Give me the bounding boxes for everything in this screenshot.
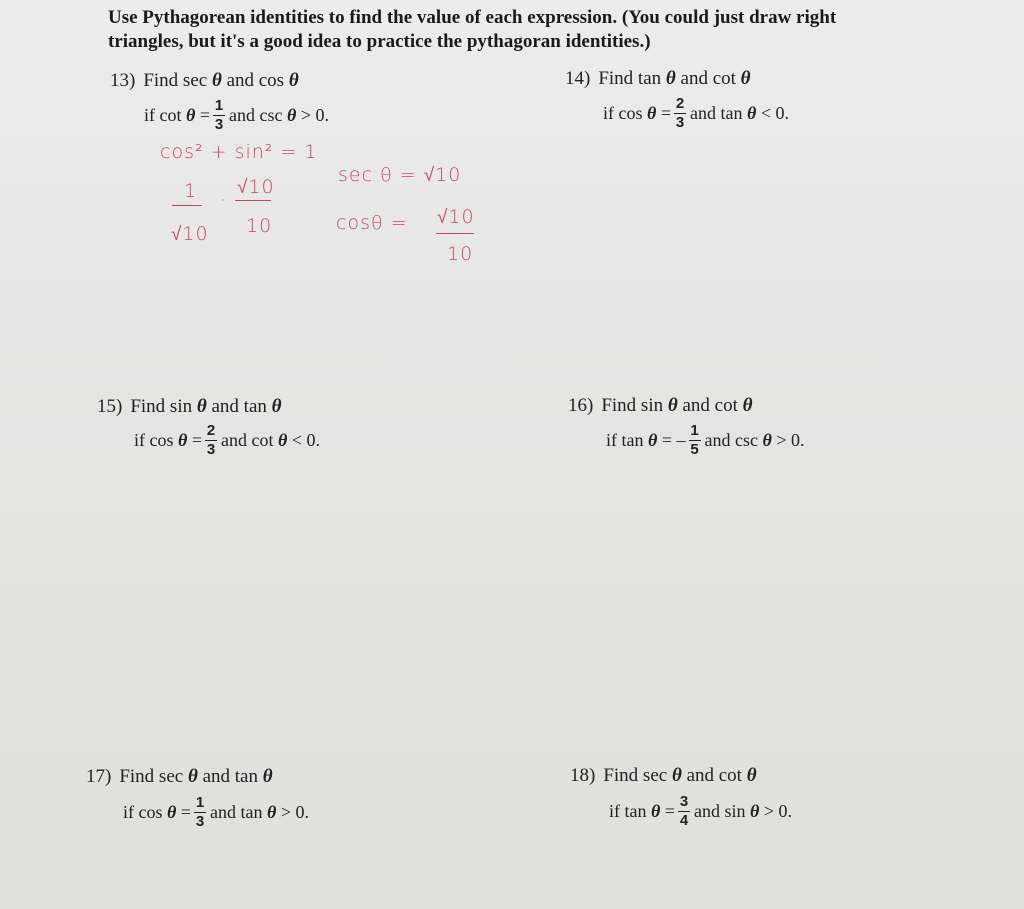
problem-18-condition: if tan θ = $\frac{3}{4}$ and sin θ > 0. [609, 793, 792, 829]
problem-13-title: 13) Find sec θ and cos θ [110, 70, 299, 91]
problem-15-title: 15) Find sin θ and tan θ [97, 396, 282, 417]
handwritten-numerator: 1 [184, 180, 198, 202]
problem-17-condition: if cos θ = $\frac{1}{3}$ and tan θ > 0. [123, 794, 309, 830]
problem-18-title: 18) Find sec θ and cot θ [570, 765, 757, 786]
problem-number: 17) [86, 766, 112, 787]
handwritten-fraction-bar [235, 200, 271, 201]
handwritten-fraction-bar [172, 205, 202, 206]
handwritten-fraction-bar [436, 233, 474, 234]
problem-number: 16) [568, 395, 594, 416]
fraction: $\frac{1}{3}$ [195, 794, 205, 830]
problem-number: 14) [565, 68, 591, 89]
handwritten-denominator: √10 [171, 223, 209, 245]
handwritten-numerator: √10 [237, 176, 275, 198]
handwritten-dot: · [220, 189, 228, 211]
handwritten-denominator: 10 [246, 215, 273, 237]
fraction: $\frac{1}{5}$ [690, 422, 699, 458]
fraction: $\frac{3}{4}$ [679, 793, 689, 829]
handwritten-identity: cos² + sin² = 1 [160, 141, 318, 163]
problem-number: 18) [570, 765, 596, 786]
problem-14-title: 14) Find tan θ and cot θ [565, 68, 751, 89]
problem-16-condition: if tan θ = – $\frac{1}{5}$ and csc θ > 0. [606, 422, 805, 458]
problem-15-condition: if cos θ = $\frac{2}{3}$ and cot θ < 0. [134, 422, 320, 458]
handwritten-sec-answer: sec θ = √10 [338, 164, 462, 186]
problem-13-condition: if cot θ = $\frac{1}{3}$ and csc θ > 0. [144, 97, 329, 133]
problem-17-title: 17) Find sec θ and tan θ [86, 766, 273, 787]
instructions-line-2: triangles, but it's a good idea to practice the pythagoran identities.) [108, 31, 651, 52]
problem-number: 13) [110, 70, 136, 91]
handwritten-cos-denominator: 10 [447, 243, 474, 265]
fraction: $\frac{1}{3}$ [214, 97, 224, 133]
fraction: $\frac{2}{3}$ [675, 95, 685, 131]
instructions-line-1: Use Pythagorean identities to find the value of each expression. (You could just draw right [108, 7, 837, 28]
fraction: $\frac{2}{3}$ [206, 422, 216, 458]
handwritten-cos-numerator: √10 [437, 206, 475, 228]
problem-number: 15) [97, 396, 123, 417]
problem-14-condition: if cos θ = $\frac{2}{3}$ and tan θ < 0. [603, 95, 789, 131]
problem-16-title: 16) Find sin θ and cot θ [568, 395, 753, 416]
instructions [108, 6, 928, 54]
handwritten-cos-lhs: cosθ = [336, 212, 408, 234]
